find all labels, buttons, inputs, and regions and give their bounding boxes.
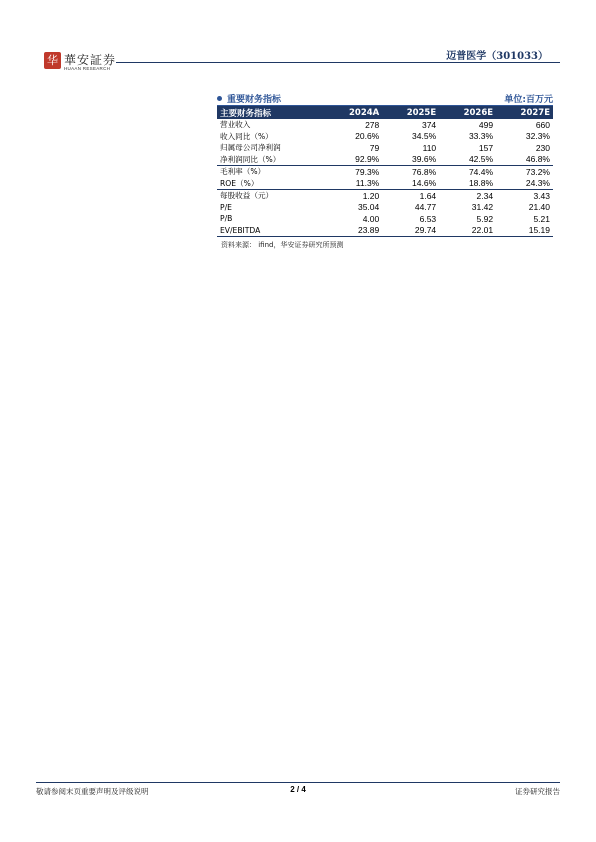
cell: 4.00 (362, 213, 380, 224)
table-row (217, 131, 553, 143)
logo-subtitle: HUAAN RESEARCH (64, 66, 111, 71)
unit-label: 单位:百万元 (504, 94, 553, 105)
cell: 5.21 (533, 213, 550, 224)
column-header: 主要财务指标 (217, 106, 324, 119)
cell: 3.43 (496, 190, 553, 202)
footer-disclaimer: 敬请参阅末页重要声明及评级说明 (36, 787, 149, 796)
cell: 18.8% (468, 178, 494, 189)
cell: 20.6% (355, 131, 380, 142)
cell: 42.5% (468, 154, 494, 165)
cell: 92.9% (355, 154, 380, 165)
cell: 35.04 (357, 202, 380, 213)
table-row (217, 190, 553, 202)
table-row (217, 225, 553, 237)
table-row (217, 213, 553, 225)
cell: 23.89 (324, 225, 382, 237)
cell: 34.5% (412, 131, 437, 142)
cell: 499 (478, 119, 494, 130)
section-title-text: 重要财务指标 (227, 94, 282, 105)
table-header-row (217, 106, 553, 119)
cell: 14.6% (412, 178, 437, 189)
section-header (217, 91, 553, 106)
cell: 29.74 (382, 225, 439, 237)
cell: 46.8% (525, 154, 550, 165)
cell: 76.8% (382, 166, 439, 178)
footer-report-type: 证券研究报告 (515, 787, 560, 796)
logo-name: 華安証券 (64, 53, 117, 67)
table-row (217, 202, 553, 214)
cell: 32.3% (525, 131, 550, 142)
footer-divider (36, 782, 560, 783)
cell: 33.3% (468, 131, 494, 142)
cell: 73.2% (496, 166, 553, 178)
cell: 374 (421, 119, 437, 130)
cell: 278 (365, 119, 380, 130)
section-title (217, 92, 281, 105)
cell: 11.3% (355, 178, 380, 189)
table-row (217, 154, 553, 166)
cell: 79 (369, 142, 380, 153)
table-row (217, 142, 553, 154)
cell: 660 (535, 119, 550, 130)
row-label: 收入同比（%） (220, 131, 273, 141)
row-label: P/B (220, 214, 233, 224)
table-row (217, 178, 553, 190)
column-header: 2025E (382, 106, 439, 119)
row-label: EV/EBITDA (217, 225, 324, 237)
financial-section (217, 91, 553, 250)
table-row (217, 119, 553, 131)
row-label: 营业收入 (220, 120, 251, 130)
cell: 110 (422, 142, 437, 153)
logo-icon: 华 (44, 52, 61, 69)
cell: 1.64 (382, 190, 439, 202)
cell: 39.6% (412, 154, 437, 165)
cell: 22.01 (439, 225, 496, 237)
cell: 2.34 (439, 190, 496, 202)
row-label: ROE（%） (220, 178, 259, 188)
cell: 157 (478, 142, 494, 153)
cell: 230 (535, 142, 550, 153)
report-title: 迈普医学（301033） (446, 51, 548, 62)
row-label: 归属母公司净利润 (220, 143, 281, 153)
table-row (217, 166, 553, 178)
cell: 1.20 (324, 190, 382, 202)
cell: 31.42 (471, 202, 494, 213)
column-header: 2024A (324, 106, 382, 119)
row-label: 毛利率（%） (217, 166, 324, 178)
row-label: 每股收益（元） (217, 190, 324, 202)
cell: 6.53 (419, 213, 437, 224)
column-header: 2026E (439, 106, 496, 119)
cell: 21.40 (528, 202, 550, 213)
page-number: 2 / 4 (290, 785, 306, 794)
row-label: P/E (220, 202, 232, 212)
bullet-icon (217, 96, 222, 101)
cell: 5.92 (476, 213, 494, 224)
cell: 24.3% (525, 178, 550, 189)
table-source-note: 资料来源： ifind，华安证券研究所预测 (221, 241, 344, 249)
row-label: 净利润同比（%） (220, 154, 281, 164)
header-divider (116, 62, 560, 63)
financial-table (217, 106, 553, 237)
column-header: 2027E (496, 106, 553, 119)
cell: 44.77 (414, 202, 437, 213)
cell: 15.19 (496, 225, 553, 237)
cell: 74.4% (439, 166, 496, 178)
cell: 79.3% (324, 166, 382, 178)
